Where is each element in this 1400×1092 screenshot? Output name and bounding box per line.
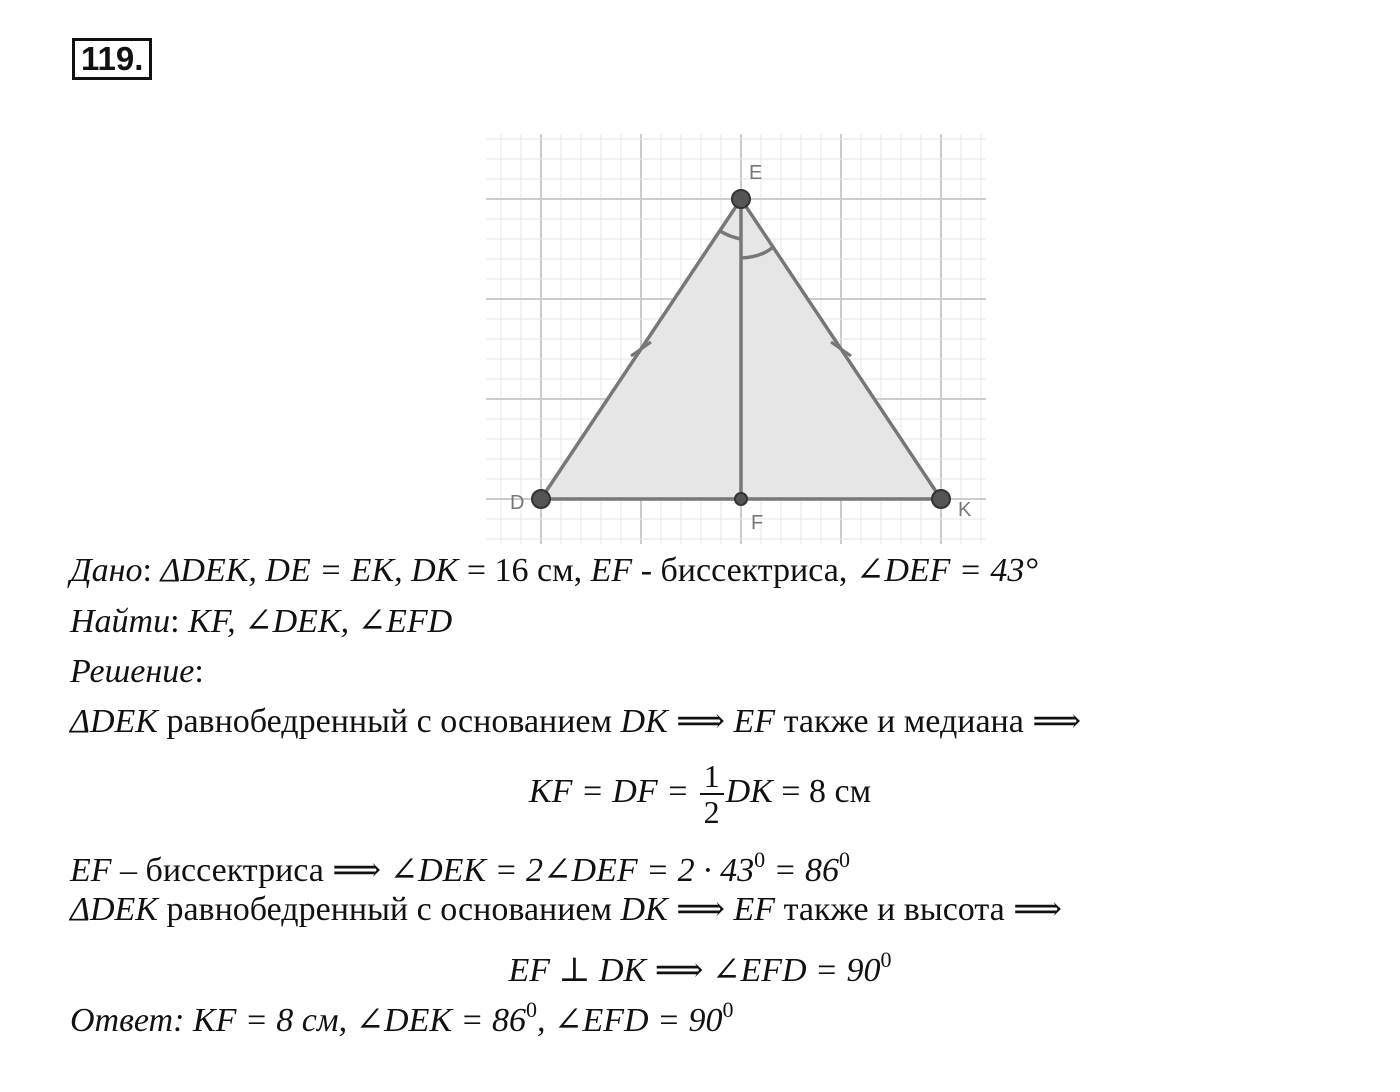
answer-line xyxy=(70,990,734,1041)
solution-label-line xyxy=(70,652,204,692)
formula-1-lhs: KF = DF = xyxy=(528,773,698,810)
given-label: Дано xyxy=(70,552,143,589)
degree-sup: 0 xyxy=(880,947,892,972)
given-part3: EF xyxy=(590,552,633,589)
math-triangle-dek: ΔDEK xyxy=(70,703,158,740)
point-d xyxy=(532,490,550,508)
math-ef: EF xyxy=(733,703,776,740)
formula-1-result: = 8 см xyxy=(772,773,872,810)
given-colon: : xyxy=(142,552,152,589)
text-isosceles: равнобедренный с основанием xyxy=(157,703,621,740)
fraction-denominator: 2 xyxy=(703,794,720,831)
implies-symbol: ⟹ xyxy=(667,891,734,928)
problem-number: 119. xyxy=(72,38,152,80)
text-isosceles: равнобедренный с основанием xyxy=(157,891,621,928)
find-line xyxy=(70,602,452,642)
math-triangle-dek: ΔDEK xyxy=(70,891,158,928)
solution-colon: : xyxy=(194,653,204,690)
math-dk: DK xyxy=(620,891,668,928)
formula-1 xyxy=(0,752,1400,832)
label-f: F xyxy=(751,512,764,534)
formula-2-text: EF ⊥ DK ⟹ ∠EFD = 90 xyxy=(508,952,881,989)
math-ef: EF xyxy=(70,852,112,889)
find-value: KF, ∠DEK, ∠EFD xyxy=(188,603,453,640)
point-k xyxy=(932,490,950,508)
label-k: K xyxy=(958,499,972,521)
find-label: Найти xyxy=(70,603,171,640)
formula-1-rhs: DK xyxy=(725,773,773,810)
label-e: E xyxy=(749,162,763,184)
degree-sup: 0 xyxy=(754,847,766,872)
point-e xyxy=(732,190,750,208)
solution-line-3 xyxy=(70,890,1062,930)
solution-line-1 xyxy=(70,702,1081,742)
degree-sup: 0 xyxy=(839,847,851,872)
math-angle-dek: ∠DEK = 2∠DEF = 2 · 43 xyxy=(389,852,755,889)
fraction-one-half xyxy=(700,759,724,829)
answer-part-b: , ∠EFD = 90 xyxy=(537,1002,723,1039)
solution-line-2 xyxy=(70,840,850,891)
find-colon: : xyxy=(170,603,180,640)
fraction-numerator: 1 xyxy=(700,759,724,795)
degree-sup: 0 xyxy=(526,997,538,1022)
formula-2 xyxy=(0,940,1400,991)
degree-sup: 0 xyxy=(722,997,734,1022)
given-part1: ΔDEK, DE = EK, DK xyxy=(160,552,459,589)
math-result-86: = 86 xyxy=(765,852,840,889)
solution-label: Решение xyxy=(70,653,195,690)
point-f xyxy=(735,493,747,505)
text-altitude: также и высота ⟹ xyxy=(775,891,1062,928)
answer-label: Ответ: xyxy=(70,1002,193,1039)
given-part4: - биссектриса, xyxy=(632,552,856,589)
math-dk: DK xyxy=(620,703,668,740)
given-part2: = 16 см, xyxy=(458,552,591,589)
text-bisector: – биссектриса ⟹ xyxy=(111,852,390,889)
given-part5: ∠DEF = 43° xyxy=(855,552,1038,589)
label-d: D xyxy=(510,492,525,514)
implies-symbol: ⟹ xyxy=(667,703,734,740)
text-median: также и медиана ⟹ xyxy=(775,703,1082,740)
given-line xyxy=(70,551,1038,591)
answer-part-a: KF = 8 см, ∠DEK = 86 xyxy=(192,1002,527,1039)
math-ef: EF xyxy=(733,891,776,928)
triangle-figure xyxy=(486,134,986,544)
